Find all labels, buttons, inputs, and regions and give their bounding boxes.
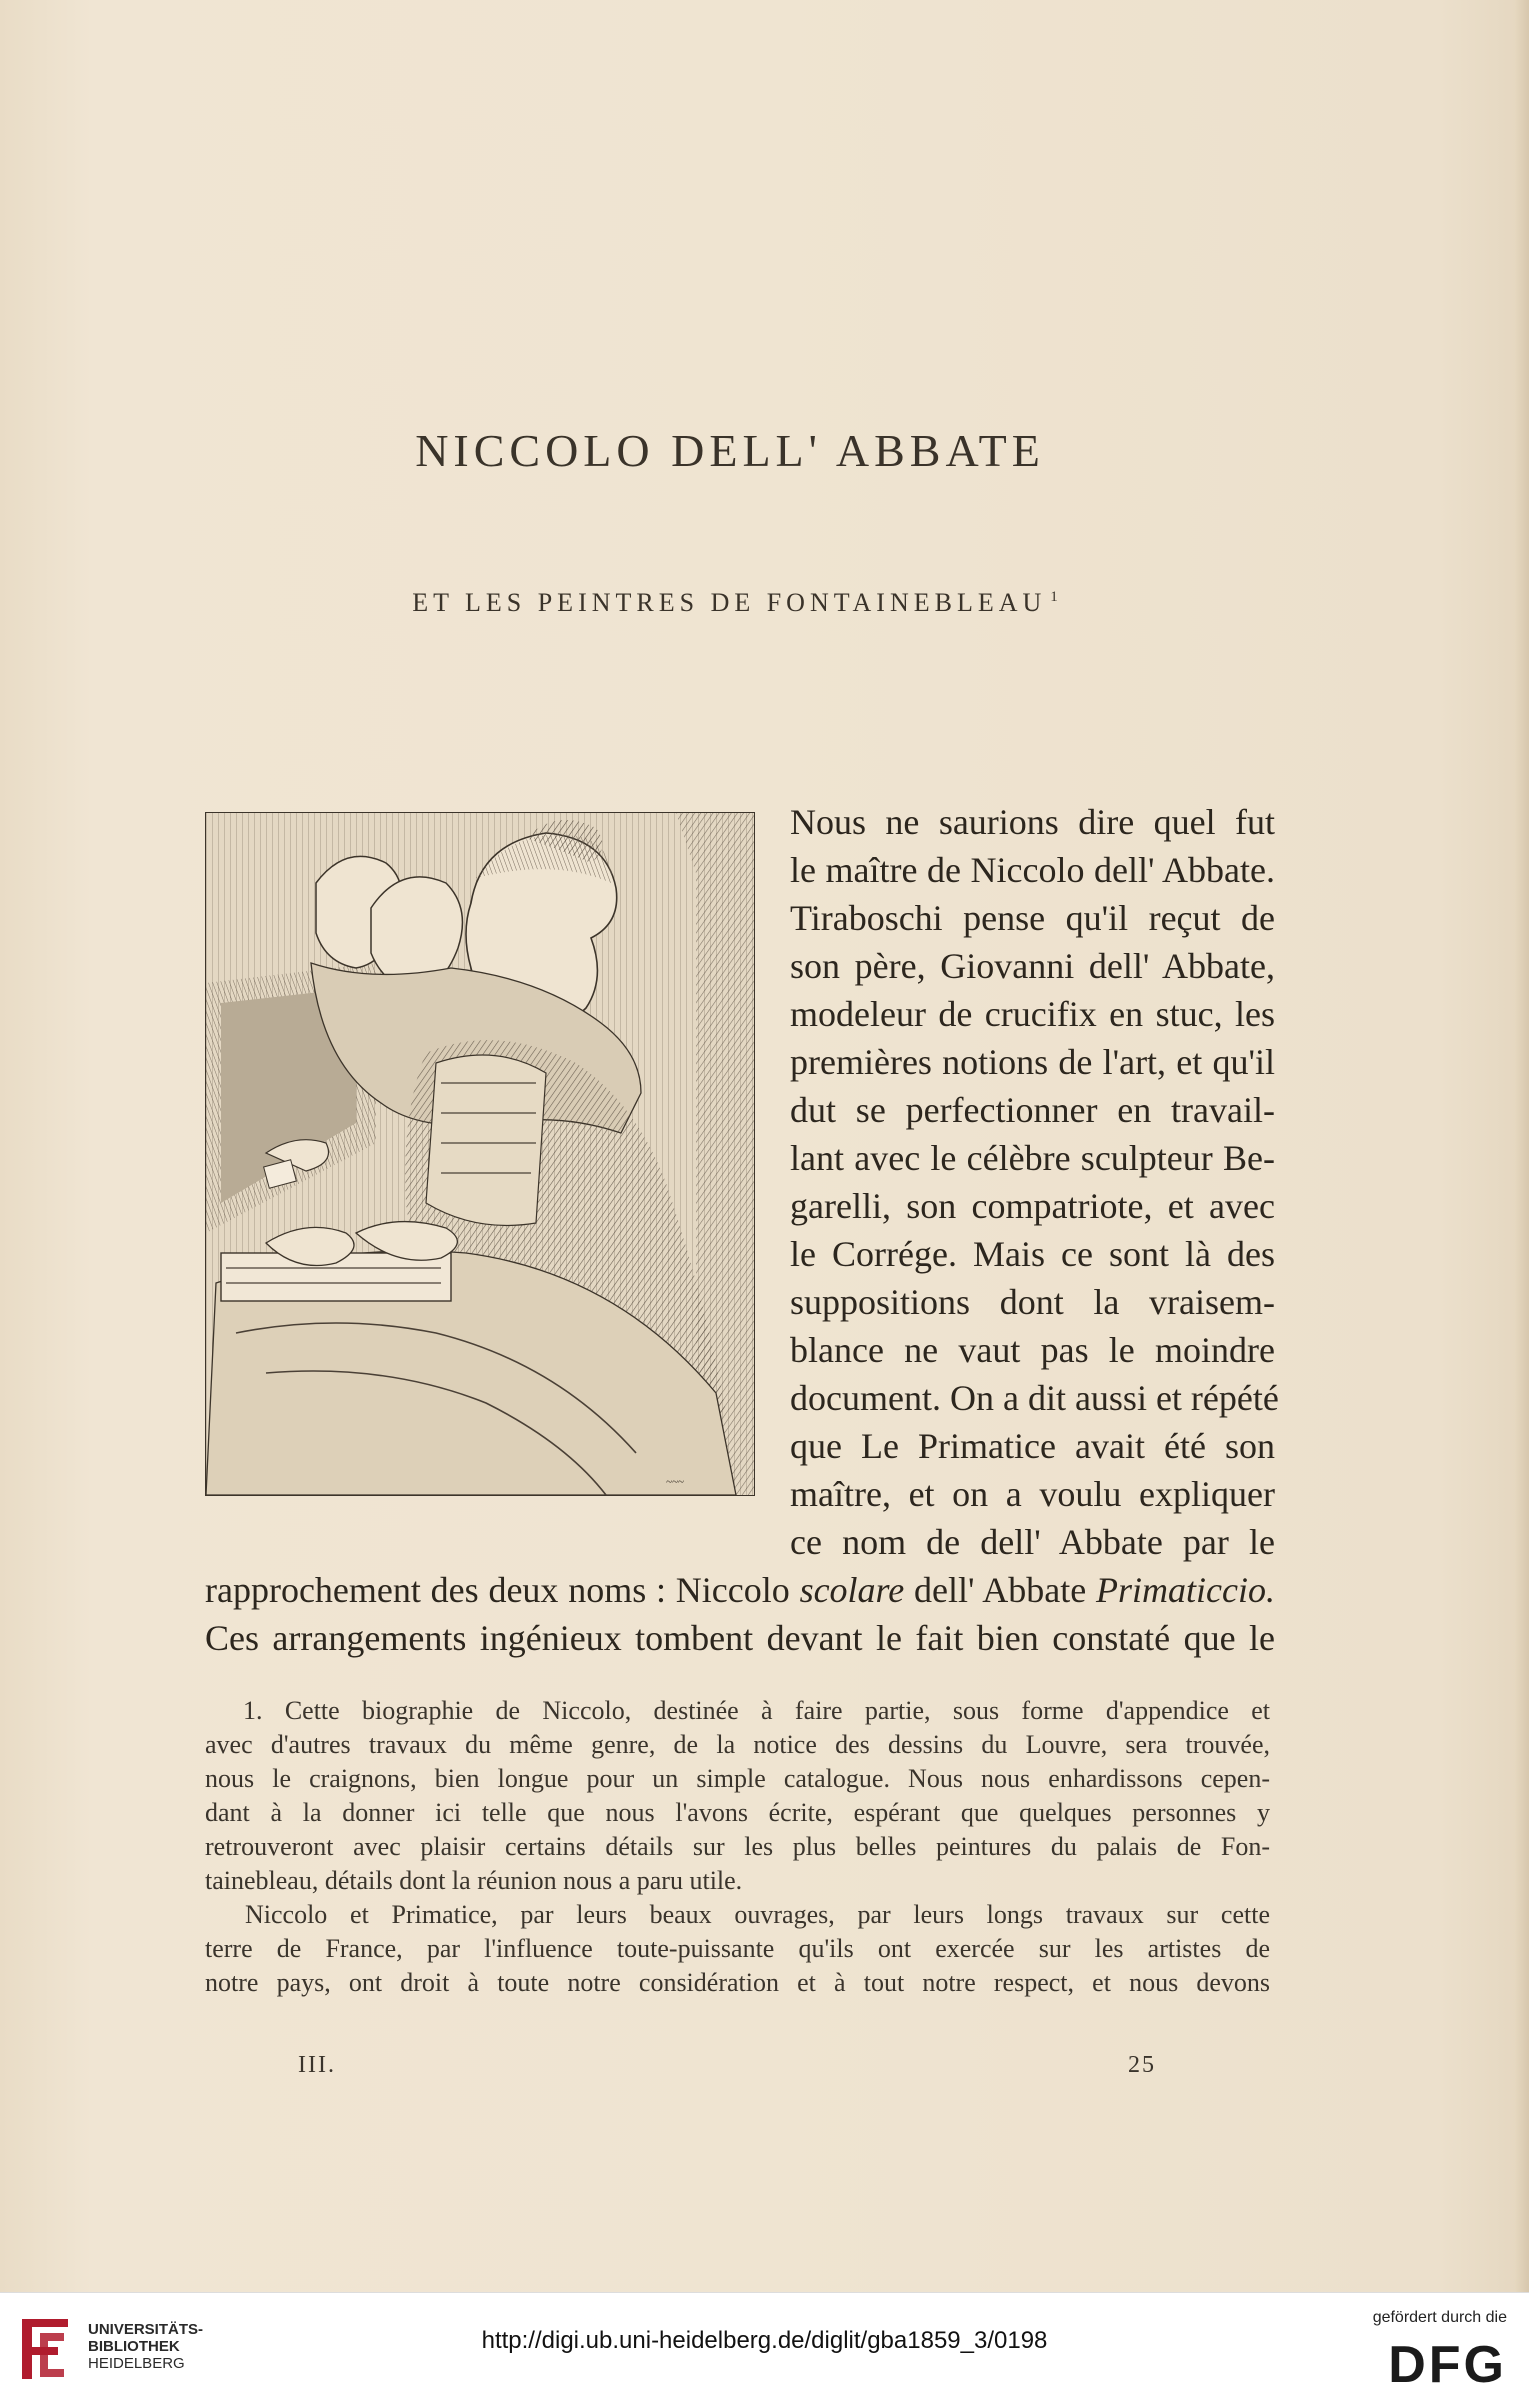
line-segment: rapprochement des deux noms : Niccolo (205, 1570, 800, 1610)
body-line: Tiraboschi pense qu'il reçut de (790, 898, 1275, 938)
body-line: dut se perfectionner en travail- (790, 1090, 1275, 1130)
footnotes (205, 1694, 1270, 2000)
library-name-line: BIBLIOTHEK (88, 2338, 180, 2355)
italic-term: Primaticcio. (1096, 1570, 1275, 1610)
footnote-line: Niccolo et Primatice, par leurs beaux ouvrages, par leurs longs travaux sur cette (245, 1900, 1270, 1929)
page-edge (1515, 0, 1529, 2292)
footnote-line: notre pays, ont droit à toute notre considération et à tout notre respect, et nous devons (205, 1968, 1270, 1997)
body-line: document. On a dit aussi et répété (790, 1378, 1279, 1418)
footnote-line: tainebleau, détails dont la réunion nous a paru utile. (205, 1866, 743, 1895)
footnote-line: 1. Cette biographie de Niccolo, destinée à faire partie, sous forme d'appendice et (243, 1696, 1270, 1725)
funder-caption: gefördert durch die (1372, 2309, 1507, 2326)
body-full-width-text (205, 1566, 1275, 1662)
library-name-line: HEIDELBERG (88, 2355, 185, 2372)
dfg-logo[interactable]: DFG (1388, 2336, 1507, 2394)
subtitle-text: ET LES PEINTRES DE FONTAINEBLEAU (412, 588, 1047, 617)
engraving-illustration (205, 812, 755, 1496)
footnote-marker: 1 (1050, 589, 1058, 606)
body-line: lant avec le célèbre sculpteur Be- (790, 1138, 1275, 1178)
footnote-line: avec d'autres travaux du même genre, de la notice des dessins du Louvre, sera trouvée, (205, 1730, 1270, 1759)
body-column-text (790, 798, 1279, 1566)
body-line: le maître de Niccolo dell' Abbate. (790, 850, 1275, 890)
footnote-line: dant à la donner ici telle que nous l'avons écrite, espérant que quelques personnes y (205, 1798, 1270, 1827)
svg-text:~~~: ~~~ (666, 1476, 684, 1488)
footnote-line: retrouveront avec plaisir certains détails sur les plus belles peintures du palais de Fon- (205, 1832, 1270, 1861)
body-line: Nous ne saurions dire quel fut (790, 802, 1275, 842)
body-line: que Le Primatice avait été son (790, 1426, 1275, 1466)
body-line: garelli, son compatriote, et avec (790, 1186, 1275, 1226)
body-line: le Corrége. Mais ce sont là des (790, 1234, 1275, 1274)
permalink-url[interactable]: http://digi.ub.uni-heidelberg.de/diglit/gba1859_3/0198 (481, 2327, 1048, 2354)
footnote-line: terre de France, par l'influence toute-puissante qu'ils ont exercée sur les artistes de (205, 1934, 1270, 1963)
body-line: premières notions de l'art, et qu'il (790, 1042, 1275, 1082)
line-segment: dell' Abbate (904, 1570, 1097, 1610)
footnote-line: nous le craignons, bien longue pour un simple catalogue. Nous nous enhardissons cepen- (205, 1764, 1270, 1793)
body-line: blance ne vaut pas le moindre (790, 1330, 1275, 1370)
viewer-footer (0, 2292, 1529, 2403)
signature-mark: III. (298, 2052, 336, 2078)
italic-term: scolare (799, 1570, 905, 1610)
signature-number: 25 (1128, 2052, 1156, 2078)
body-line: Ces arrangements ingénieux tombent devant le fait bien constaté que le (205, 1618, 1275, 1658)
article-title: NICCOLO DELL' ABBATE (415, 425, 1045, 476)
body-line (205, 1566, 1275, 1614)
body-line: son père, Giovanni dell' Abbate, (790, 946, 1275, 986)
engraving-drawing (206, 813, 754, 1495)
library-name-line: UNIVERSITÄTS- (88, 2321, 204, 2338)
article-subtitle (0, 588, 1470, 618)
body-line: modeleur de crucifix en stuc, les (790, 994, 1275, 1034)
body-line: maître, et on a voulu expliquer (790, 1474, 1275, 1514)
body-line: suppositions dont la vraisem- (790, 1282, 1275, 1322)
body-line: ce nom de dell' Abbate par le (790, 1522, 1275, 1562)
